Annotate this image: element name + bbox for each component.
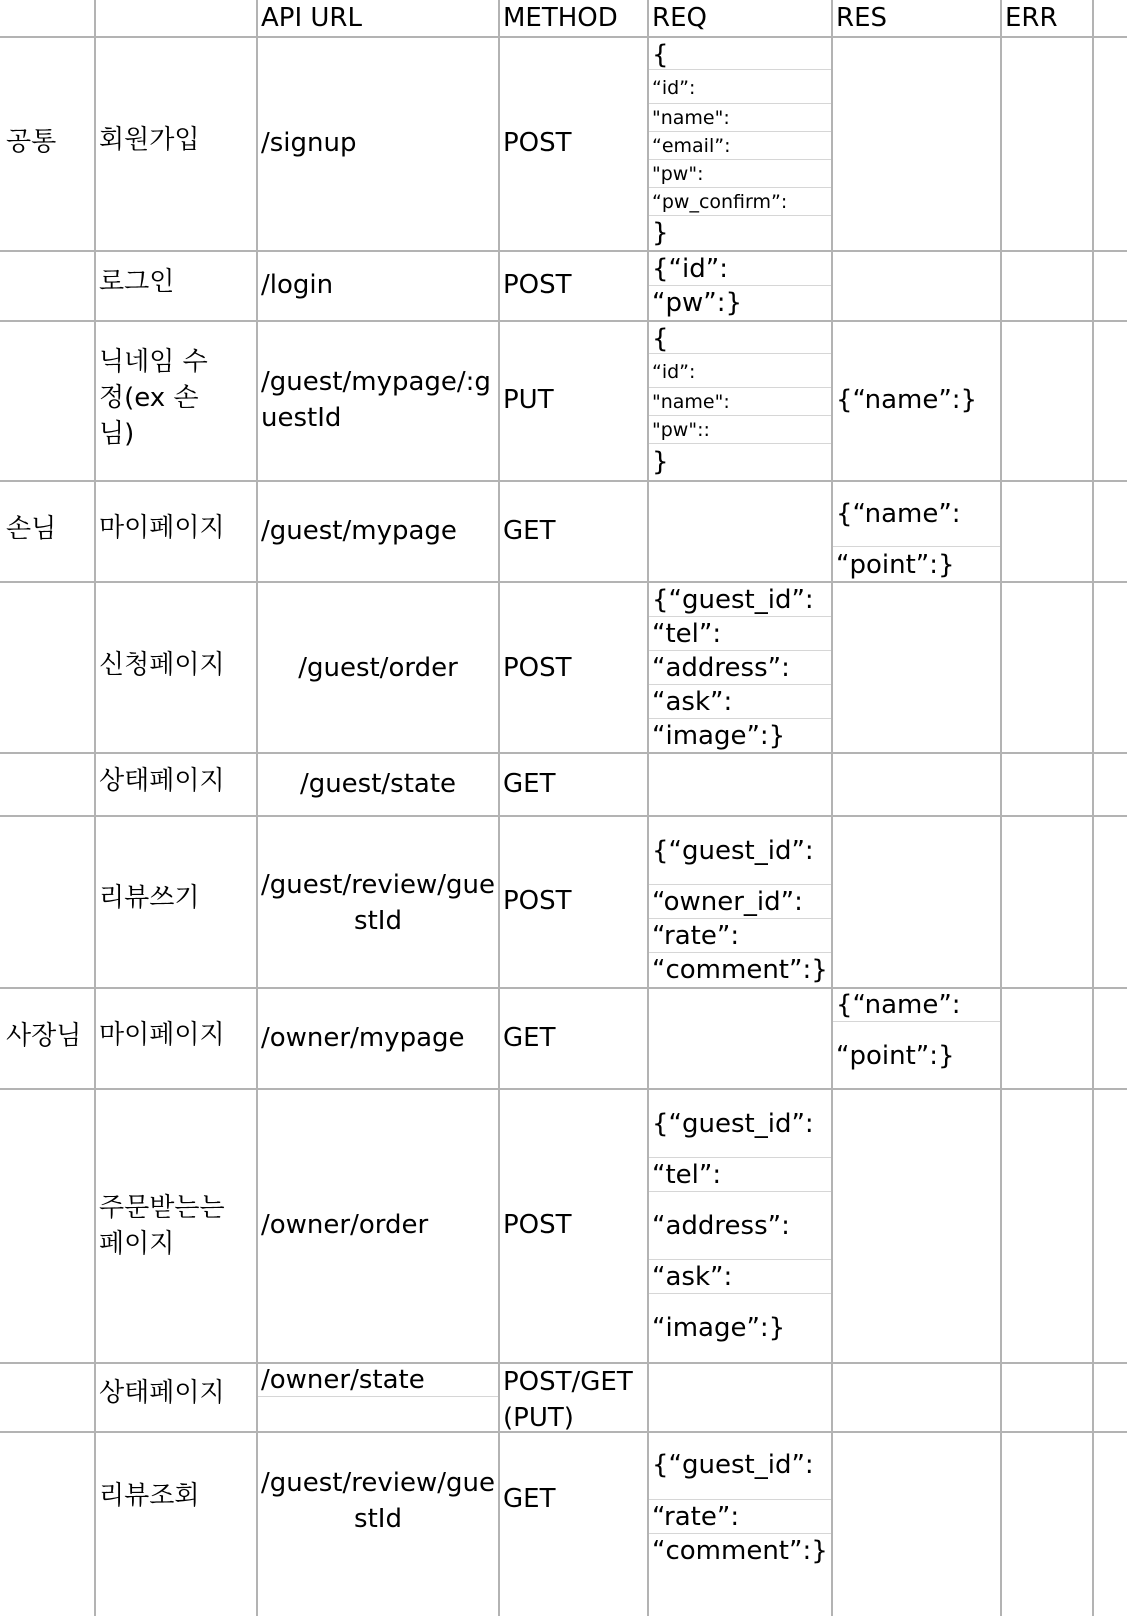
sub-row-line xyxy=(649,215,831,216)
sub-row-line xyxy=(649,443,831,444)
req-field: “comment”:} xyxy=(652,1536,828,1566)
res-field: “point”:} xyxy=(836,1041,955,1071)
req-field: “id”: xyxy=(652,361,696,383)
header-err: ERR xyxy=(1005,3,1058,33)
req-field: “rate”: xyxy=(652,1502,740,1532)
http-method: GET xyxy=(503,516,556,546)
api-url: /login xyxy=(261,270,334,300)
group-label: 손님 xyxy=(6,514,57,544)
row-line xyxy=(0,1088,1127,1090)
sub-row-line xyxy=(649,387,831,388)
req-field: “pw”:} xyxy=(652,288,743,318)
res-field: {“name”: xyxy=(836,499,961,529)
api-url: /owner/state xyxy=(261,1365,425,1395)
http-method: GET xyxy=(503,1484,556,1514)
req-field: {“guest_id”: xyxy=(652,585,814,615)
col-line xyxy=(498,0,500,1616)
req-field: “owner_id”: xyxy=(652,887,803,917)
header-api-url: API URL xyxy=(261,3,362,33)
req-field: “address”: xyxy=(652,1211,790,1241)
sub-row-line xyxy=(649,69,831,70)
http-method: POST xyxy=(503,653,572,683)
api-url: /owner/mypage xyxy=(261,1023,465,1053)
sub-row-line xyxy=(649,1499,831,1500)
api-url: /guest/review/guestId xyxy=(261,1468,495,1534)
sub-row-line xyxy=(649,1259,831,1260)
api-name: 리뷰쓰기 xyxy=(99,883,200,913)
api-url: /signup xyxy=(261,128,357,158)
http-method: POST xyxy=(503,270,572,300)
api-name: 마이페이지 xyxy=(99,513,225,543)
req-field: {“guest_id”: xyxy=(652,836,814,866)
api-url: /owner/order xyxy=(261,1210,429,1240)
sub-row-line xyxy=(649,415,831,416)
api-url: /guest/review/guestId xyxy=(261,870,495,936)
row-line xyxy=(0,36,1127,38)
http-method: POST/GET (PUT) xyxy=(503,1367,633,1433)
col-line xyxy=(1092,0,1094,1616)
api-name: 닉네임 수정(ex 손님) xyxy=(99,347,208,449)
res-field: {“name”: xyxy=(836,990,961,1020)
row-line xyxy=(0,987,1127,989)
req-field: { xyxy=(652,324,669,354)
req-field: “comment”:} xyxy=(652,955,828,985)
api-name: 주문받는는 페이지 xyxy=(99,1193,225,1259)
req-field: “image”:} xyxy=(652,1313,786,1343)
http-method: POST xyxy=(503,1210,572,1240)
req-field: “address”: xyxy=(652,653,790,683)
api-name: 회원가입 xyxy=(99,125,200,155)
col-line xyxy=(1000,0,1002,1616)
row-line xyxy=(0,250,1127,252)
req-field: “ask”: xyxy=(652,1262,733,1292)
col-line xyxy=(94,0,96,1616)
header-req: REQ xyxy=(652,3,707,33)
col-line xyxy=(647,0,649,1616)
sub-row-line xyxy=(649,103,831,104)
http-method: GET xyxy=(503,1023,556,1053)
sub-row-line xyxy=(649,884,831,885)
req-field: "name": xyxy=(652,391,730,413)
row-line xyxy=(0,581,1127,583)
api-name: 상태페이지 xyxy=(99,1378,225,1408)
sub-row-line xyxy=(649,131,831,132)
row-line xyxy=(0,480,1127,482)
req-field: “ask”: xyxy=(652,687,733,717)
row-line xyxy=(0,752,1127,754)
req-field: } xyxy=(652,218,669,248)
http-method: GET xyxy=(503,769,556,799)
req-field: {“guest_id”: xyxy=(652,1109,814,1139)
req-field: “email”: xyxy=(652,135,731,157)
sub-row-line xyxy=(649,187,831,188)
req-field: {“guest_id”: xyxy=(652,1450,814,1480)
api-url: /guest/order xyxy=(298,653,458,683)
req-field: "name": xyxy=(652,107,730,129)
header-res: RES xyxy=(836,3,887,33)
req-field: “tel”: xyxy=(652,1160,722,1190)
res-field: {“name”:} xyxy=(836,385,978,415)
http-method: POST xyxy=(503,128,572,158)
req-field: “image”:} xyxy=(652,721,786,751)
sub-row-line xyxy=(833,546,1000,547)
api-name: 상태페이지 xyxy=(99,766,225,796)
row-line xyxy=(0,815,1127,817)
api-url: /guest/state xyxy=(299,769,457,799)
api-url: /guest/mypage xyxy=(261,516,457,546)
header-method: METHOD xyxy=(503,3,618,33)
api-name: 리뷰조회 xyxy=(99,1481,200,1511)
api-name: 로그인 xyxy=(99,267,175,297)
req-field: “rate”: xyxy=(652,921,740,951)
req-field: “id”: xyxy=(652,77,696,99)
sub-row-line xyxy=(649,353,831,354)
api-url: /guest/mypage/:guestId xyxy=(261,367,491,433)
req-field: {“id”: xyxy=(652,254,728,284)
sub-row-line xyxy=(649,1157,831,1158)
req-field: } xyxy=(652,447,669,477)
api-name: 신청페이지 xyxy=(99,650,225,680)
row-line xyxy=(0,320,1127,322)
sub-row-line xyxy=(649,159,831,160)
http-method: POST xyxy=(503,886,572,916)
req-field: { xyxy=(652,40,669,70)
col-line xyxy=(831,0,833,1616)
http-method: PUT xyxy=(503,385,554,415)
req-field: “pw_confirm”: xyxy=(652,191,788,213)
col-line xyxy=(256,0,258,1616)
req-field: "pw": xyxy=(652,163,704,185)
req-field: “tel”: xyxy=(652,619,722,649)
res-field: “point”:} xyxy=(836,550,955,580)
group-label: 공통 xyxy=(6,127,57,157)
api-name: 마이페이지 xyxy=(99,1020,225,1050)
group-label: 사장님 xyxy=(6,1021,82,1051)
req-field: "pw":: xyxy=(652,419,710,441)
